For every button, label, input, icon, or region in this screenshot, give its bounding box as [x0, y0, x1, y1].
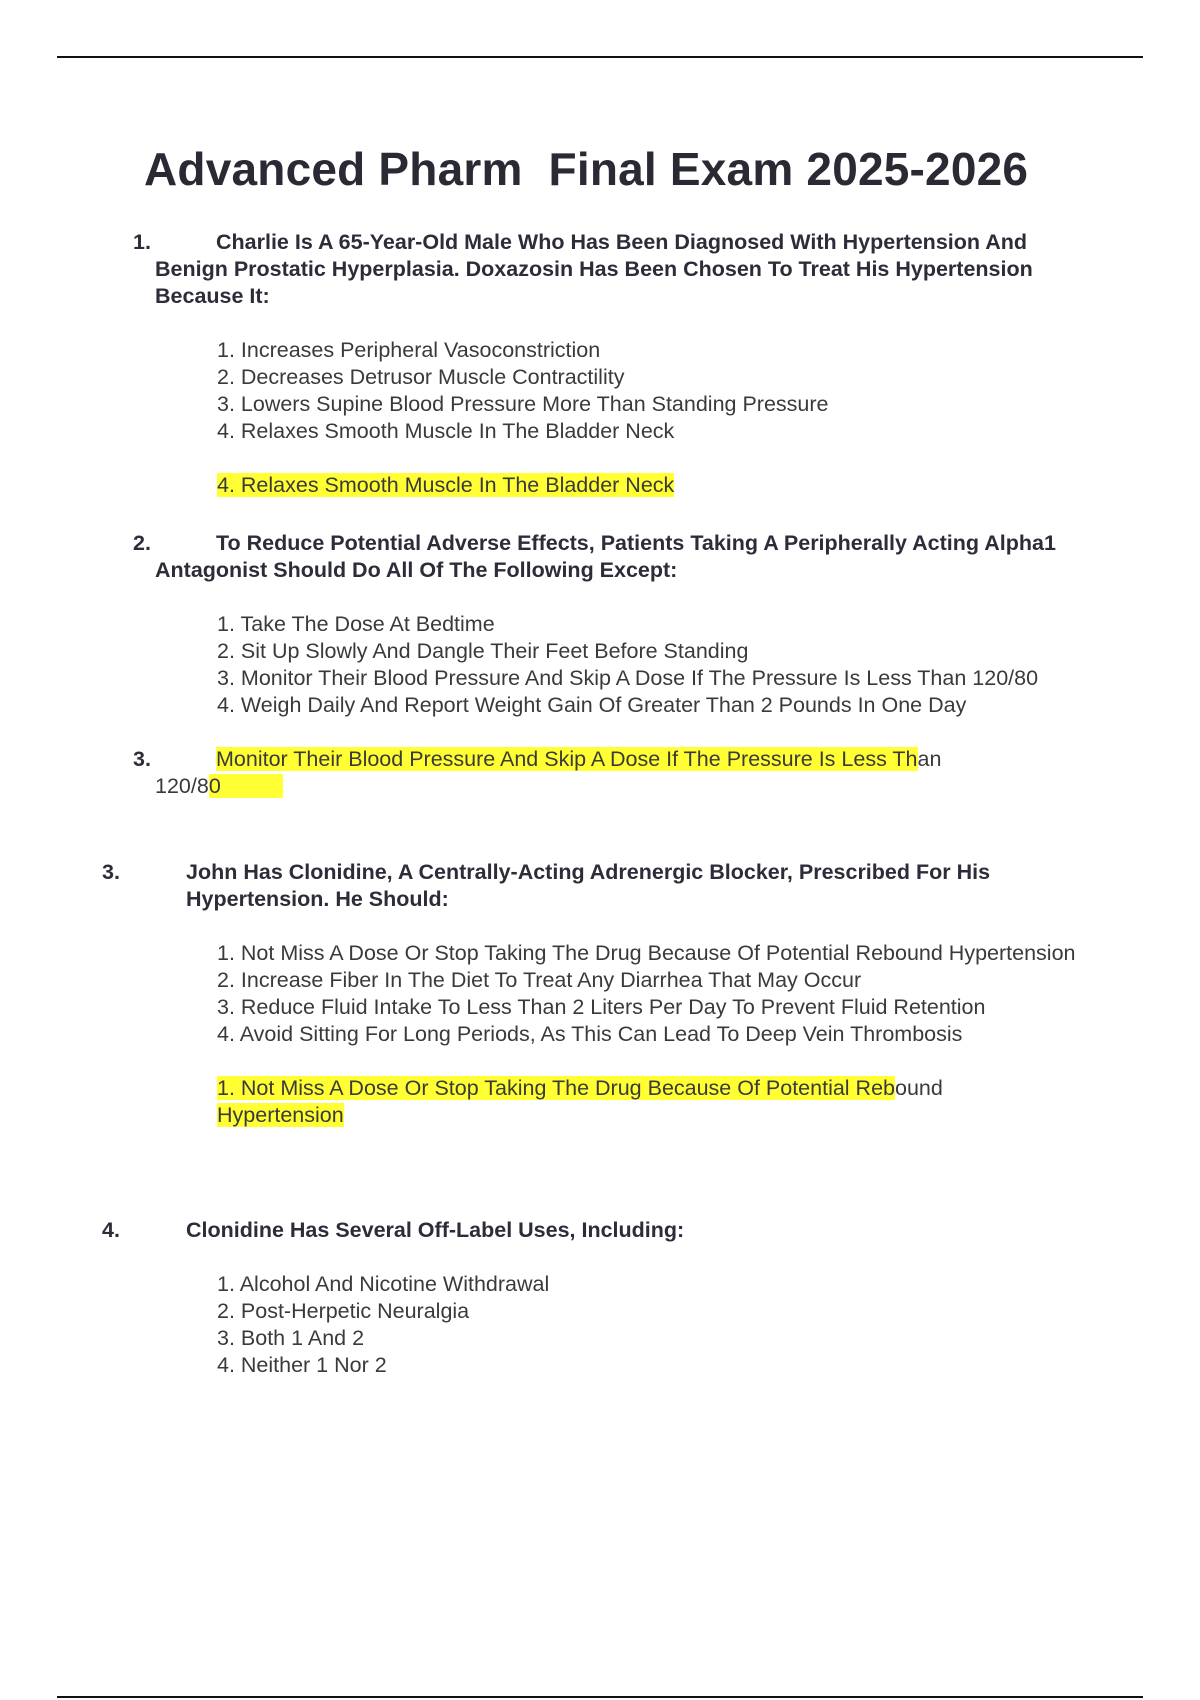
question-number: 3. [102, 860, 120, 884]
highlighted-answer: 4. Relaxes Smooth Muscle In The Bladder Neck [217, 473, 675, 497]
option-item: 2. Increase Fiber In The Diet To Treat Any Diarrhea That May Occur [217, 968, 862, 992]
option-item: 2. Post-Herpetic Neuralgia [217, 1299, 470, 1323]
option-item: 4. Avoid Sitting For Long Periods, As This Can Lead To Deep Vein Thrombosis [217, 1022, 963, 1046]
question-text: Charlie Is A 65-Year-Old Male Who Has Been Diagnosed With Hypertension And Benign Prostatic Hyperplasia. Doxazosin Has Been Chosen To Treat His Hypertension Because It: [155, 230, 1033, 308]
option-list [217, 611, 1084, 719]
highlighted-answer: Monitor Their Blood Pressure And Skip A Dose If The Pressure Is Less Th [216, 747, 918, 771]
option-item: 4. Neither 1 Nor 2 [217, 1353, 387, 1377]
question-4 [102, 1217, 1084, 1379]
highlighted-answer: 1. Not Miss A Dose Or Stop Taking The Drug Because Of Potential Reb [217, 1076, 895, 1100]
question-3-heading [102, 859, 1084, 913]
highlighted-answer: 0 [209, 774, 283, 798]
option-item: 4. Relaxes Smooth Muscle In The Bladder Neck [217, 419, 675, 443]
answer-line [217, 1075, 1084, 1129]
question-2-heading [133, 530, 1084, 584]
question-3 [102, 859, 1084, 1129]
option-list [217, 940, 1084, 1048]
question-text: To Reduce Potential Adverse Effects, Patients Taking A Peripherally Acting Alpha1 Antagonist Should Do All Of The Following Except: [155, 531, 1056, 582]
answer-number: 3. [133, 747, 151, 771]
question-number: 4. [102, 1218, 120, 1242]
option-item: 1. Alcohol And Nicotine Withdrawal [217, 1272, 550, 1296]
option-item: 3. Lowers Supine Blood Pressure More Than Standing Pressure [217, 392, 829, 416]
option-item: 1. Not Miss A Dose Or Stop Taking The Drug Because Of Potential Rebound Hypertension [217, 941, 1076, 965]
answer-line [133, 746, 1084, 800]
question-1 [133, 229, 1084, 499]
answer-text: ound [895, 1076, 943, 1100]
option-item: 2. Decreases Detrusor Muscle Contractility [217, 365, 625, 389]
option-item: 3. Reduce Fluid Intake To Less Than 2 Liters Per Day To Prevent Fluid Retention [217, 995, 986, 1019]
option-item: 2. Sit Up Slowly And Dangle Their Feet Before Standing [217, 639, 749, 663]
option-item: 3. Both 1 And 2 [217, 1326, 365, 1350]
option-item: 4. Weigh Daily And Report Weight Gain Of Greater Than 2 Pounds In One Day [217, 693, 967, 717]
header-rule [57, 56, 1143, 58]
question-1-heading [133, 229, 1084, 310]
answer-text: 120/8 [155, 774, 209, 798]
question-4-heading [102, 1217, 1084, 1244]
option-item: 1. Take The Dose At Bedtime [217, 612, 495, 636]
question-number: 2. [133, 531, 151, 555]
document-title: Advanced Pharm Final Exam 2025-2026 [144, 143, 1029, 195]
option-list [217, 1271, 1084, 1379]
question-text: Clonidine Has Several Off-Label Uses, Including: [186, 1218, 685, 1242]
answer-line [217, 472, 1084, 499]
question-2 [133, 530, 1084, 800]
question-number: 1. [133, 230, 151, 254]
question-text: John Has Clonidine, A Centrally-Acting Adrenergic Blocker, Prescribed For His Hypertension. He Should: [186, 860, 991, 911]
footer-rule [57, 1696, 1143, 1698]
highlighted-answer: Hypertension [217, 1103, 344, 1127]
option-item: 3. Monitor Their Blood Pressure And Skip A Dose If The Pressure Is Less Than 120/80 [217, 666, 1039, 690]
answer-text: an [917, 747, 942, 771]
option-list [217, 337, 1084, 445]
option-item: 1. Increases Peripheral Vasoconstriction [217, 338, 601, 362]
